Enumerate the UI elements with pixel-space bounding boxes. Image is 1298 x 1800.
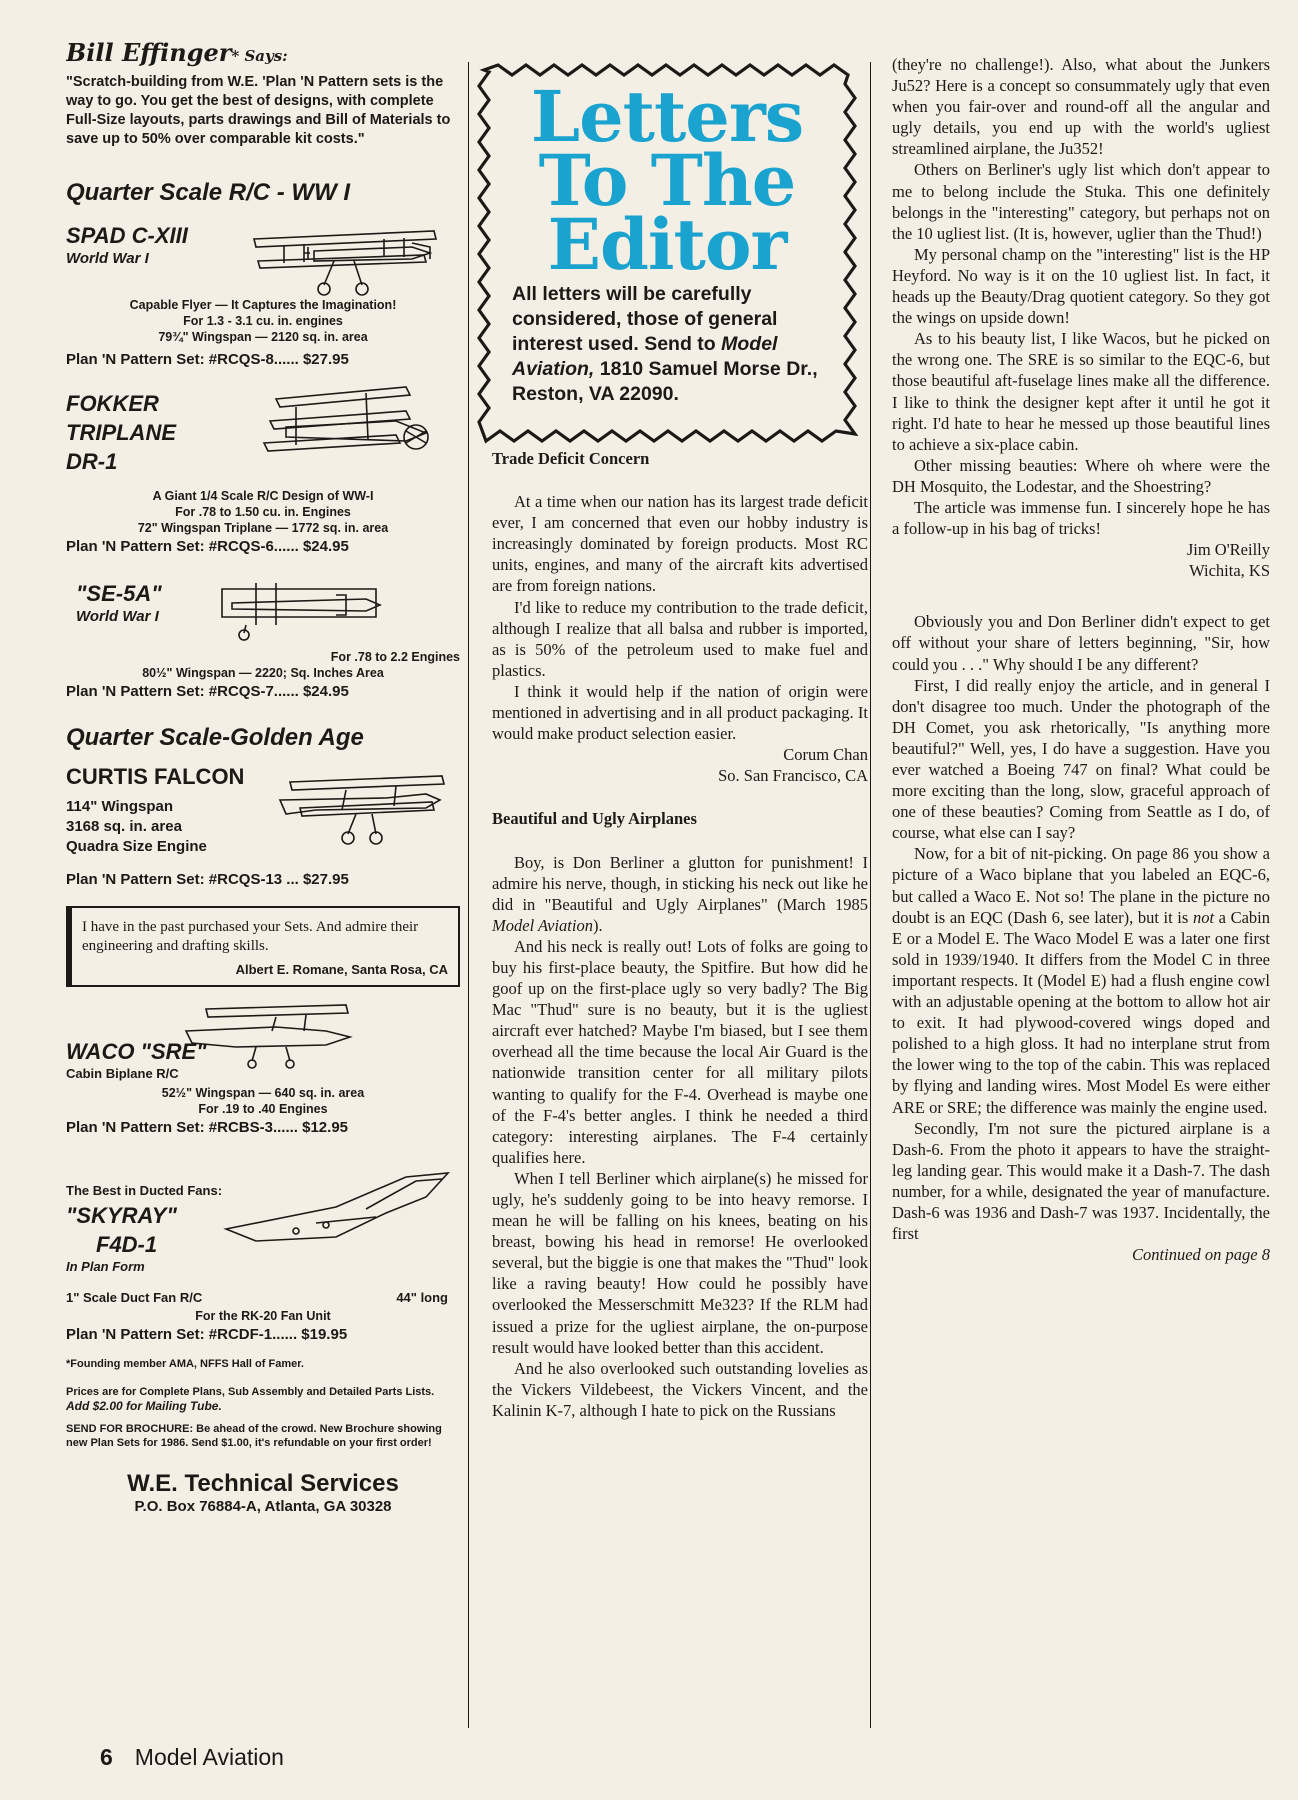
product-waco [66,1037,460,1157]
product-subtitle: World War I [66,250,149,267]
letter-paragraph: And he also overlooked such outstanding lovelies as the Vickers Vildebeest, the Vickers Vincent, and the Kalinin K-7, although I hate to pick on the Russians [492,1358,868,1420]
product-price: Plan 'N Pattern Set: #RCQS-7...... $24.95 [66,683,349,700]
product-spec: For .19 to .40 Engines [198,1102,328,1116]
product-spec: For .78 to 2.2 Engines [330,650,460,664]
product-price: Plan 'N Pattern Set: #RCQS-8...... $27.95 [66,351,349,368]
testimonial-box [66,906,460,987]
letter-paragraph: Others on Berliner's ugly list which don't appear to me to belong include the Stuka. This one definitely belongs in the "interesting" category, but perhaps not on the 10 ugliest list. (It is, however, uglier than the Thud!) [892,160,1270,243]
letter-paragraph: First, I did really enjoy the article, and in general I don't disagree too much. Under the photograph of the DH Comet, you ask rhetorically, "Is anything more beautiful?" Well, yes, I do have a suggestion. Have you ever watched a Boeing 747 on final? What could be more exciting than the long, slow, graceful approach of one of these beauties? Coming from Seattle as I do, of course, what else can I say? [892,675,1270,843]
product-spec: 52½" Wingspan — 640 sq. in. area [161,1086,365,1100]
title-line-1: Letters [530,75,804,158]
magazine-mention: Model Aviation, [512,333,778,380]
product-name: CURTIS FALCON [66,764,245,789]
letter-paragraph: Boy, is Don Berliner a glutton for punishment! I admire his nerve, though, in sticking his neck out like he did in "Beautiful and Ugly Airplanes" (March 1985 Model Aviation). [492,852,868,935]
ad-header-says: * Says: [231,47,288,65]
letter-signature-place: So. San Francisco, CA [718,766,868,786]
product-fokker [66,389,460,559]
spad-illustration [244,217,444,303]
letters-column-right [892,54,1270,1265]
ad-header-name: Bill Effinger [66,38,232,67]
letter-paragraph: Other missing beauties: Where oh where were the DH Mosquito, the Lodestar, and the Shoestring? [892,455,1270,496]
product-name: "SE-5A" [76,581,162,606]
letter-paragraph: (they're no challenge!). Also, what about the Junkers Ju52? Here is a concept so consummately ugly that even when you fair-over and round-off all the angular and ugly details, you end up with the world's ugliest streamlined airplane, the Ju352! [892,55,1270,159]
testimonial-text: I have in the past purchased your Sets. And admire their engineering and drafting skills. [82,919,419,954]
product-spad [66,221,460,371]
continued-note: Continued on page 8 [1132,1245,1270,1265]
letter-paragraph: I think it would help if the nation of origin were mentioned in advertising and in all product packaging. It would make product selection easier. [492,681,868,744]
mailing-note: Add $2.00 for Mailing Tube. [66,1399,222,1413]
product-spec: Quadra Size Engine [66,838,207,855]
letter-paragraph [892,843,1270,1117]
title-line-3: Editor [547,203,787,286]
product-spec: 80½" Wingspan — 2220; Sq. Inches Area [142,666,384,680]
fokker-illustration [256,381,436,473]
product-name: FOKKER [66,391,159,416]
waco-illustration [176,1001,356,1071]
letter-signature-name: Corum Chan [783,745,868,765]
product-subtitle: World War I [76,608,159,625]
product-price: Plan 'N Pattern Set: #RCBS-3...... $12.95 [66,1119,348,1136]
product-skyray [66,1181,460,1343]
product-se5a [66,579,460,700]
instructions-address: 1810 Samuel Morse Dr., Reston, VA 22090. [512,358,818,405]
instructions-text: All letters will be carefully considered, those of general interest used. Send to [512,283,778,355]
company-address: P.O. Box 76884-A, Atlanta, GA 30328 [134,1498,392,1515]
product-price: Plan 'N Pattern Set: #RCDF-1...... $19.95 [66,1326,348,1343]
product-name: SPAD C-XIII [66,223,188,248]
company-name: W.E. Technical Services [127,1470,399,1497]
product-name: "SKYRAY" [66,1203,177,1228]
product-spec: For .78 to 1.50 cu. in. Engines [175,505,351,519]
letter-signature-name: Jim O'Reilly [1186,540,1270,560]
letters-title-box [476,62,858,444]
product-spec: 72" Wingspan Triplane — 1772 sq. in. area [137,521,389,535]
advertisement [66,38,460,1728]
product-falcon [66,762,460,888]
product-price: Plan 'N Pattern Set: #RCQS-13 ... $27.95 [66,871,349,888]
product-name: TRIPLANE [66,420,176,445]
product-spec: 79¾" Wingspan — 2120 sq. in. area [158,330,368,344]
letter-text: a Cabin E or a Model E. The Waco Model E was a later one first sold in 1939/1940. It differs from the Model C in three important respects. It (Model E) had a flush engine cowl with an adjustable opening at the bottom to allow hot air to exit. It had plywood-covered wings doped and polished to a high gloss. It had no interplane strut from the lower wing to the top of the cabin. This was replaced by flying and landing wires. Most Model Es were either ARE or SRE; the difference was mainly the engine used. [892,907,1270,1117]
title-instructions [512,282,830,407]
product-subtitle: In Plan Form [66,1259,145,1274]
testimonial-author: Albert E. Romane, Santa Rosa, CA [235,962,448,977]
letter-paragraph: When I tell Berliner which airplane(s) he missed for ugly, he's suddenly going to be into heavy remorse. I mean he will be falling on his knees, beating on his breast, bowing his head in remorse! He overlooked several, but the biggie is one that makes the "Thud" look like a raving beauty! How could he possibly have overlooked the Messerschmitt Me323? If the RLM had issued a prize for the ugliest airplane, the on-purpose result would have looked better than this accident. [492,1168,868,1357]
letter-paragraph: Secondly, I'm not sure the pictured airplane is a Dash-6. From the photo it appears to have the straight-leg landing gear. This would make it a Dash-7. The dash number, for a while, designated the year of manufacture. Dash-6 was 1936 and Dash-7 was 1937. Incidentally, the first [892,1118,1270,1244]
section-heading-ww1: Quarter Scale R/C - WW I [66,179,351,206]
letter-emphasis: not [1192,907,1215,927]
page-footer [100,1744,284,1771]
product-spec: Capable Flyer — It Captures the Imagination! [129,298,397,312]
letters-column-middle [492,448,868,1421]
letter-paragraph: At a time when our nation has its largest trade deficit ever, I am concerned that even our hobby industry is increasingly dominated by foreign products. Most RC units, engines, and many of the aircraft kits advertised are from foreign nations. [492,492,868,596]
product-spec: For 1.3 - 3.1 cu. in. engines [183,314,343,328]
founding-note: *Founding member AMA, NFFS Hall of Famer. [66,1358,304,1370]
ad-quote: "Scratch-building from W.E. 'Plan 'N Pattern sets is the way to go. You get the best of designs, with complete Full-Size layouts, parts drawings and Bill of Materials to save up to 50% over comparable kit costs." [66,74,451,147]
prices-note [66,1385,460,1414]
product-spec-scale: 1" Scale Duct Fan R/C [66,1290,203,1305]
product-subtitle: Cabin Biplane R/C [66,1066,179,1081]
product-name: F4D-1 [96,1232,158,1257]
ad-header [66,38,460,67]
title-line-2: To The [538,139,796,222]
product-name: WACO "SRE" [66,1039,207,1064]
letter-paragraph: And his neck is really out! Lots of folks are going to buy his first-place beauty, the Spitfire. But how did he goof up on the first-place ugly so very badly? The Big Mac "Thud" sure is no beauty, but it is the ugliest aircraft ever hatched? Maybe I'm biased, but I see them overhead all the time because the local Air Guard is the nationwide transition center for all military pilots wanting to qualify for the F-4. Overhead is maybe one of the F-4's better angles. I think he needed a third category: interesting airplanes. The F-4 certainly qualifies here. [492,936,868,1167]
product-spec-length: 44" long [396,1290,448,1305]
letter-paragraph: Obviously you and Don Berliner didn't expect to get off without your share of letters beginning, "Sir, how could you . . ." Why should I be any different? [892,612,1270,674]
product-intro: The Best in Ducted Fans: [66,1183,223,1198]
falcon-illustration [276,770,456,854]
column-rule [468,62,469,1728]
letter-heading-trade: Trade Deficit Concern [492,449,650,468]
section-heading-golden-age: Quarter Scale-Golden Age [66,724,364,751]
se5a-illustration [216,575,386,641]
product-spec: 3168 sq. in. area [66,818,182,835]
skyray-illustration [216,1167,456,1257]
product-spec: 114" Wingspan [66,798,174,815]
letter-heading-beautiful: Beautiful and Ugly Airplanes [492,809,697,829]
magazine-name: Model Aviation [134,1744,284,1770]
product-spec: A Giant 1/4 Scale R/C Design of WW-I [152,489,374,503]
product-price: Plan 'N Pattern Set: #RCQS-6...... $24.95 [66,538,349,555]
letter-paragraph: My personal champ on the "interesting" list is the HP Heyford. No way is it on the 10 ugliest list. In fact, it heads up the Beauty/Drag quotient category. So they got the wings on upside down! [892,244,1270,328]
letter-paragraph: The article was immense fun. I sincerely hope he has a follow-up in his bag of tricks! [892,497,1270,539]
page-number: 6 [100,1744,113,1770]
product-name: DR-1 [66,449,118,474]
letter-text: Now, for a bit of nit-picking. On page 86 you show a picture of a Waco biplane that you labeled an EQC-6, but called a Waco E. Not so! The plane in the picture no doubt is an EQC (Dash 6, see later), but it is [892,844,1270,927]
product-spec [66,1288,460,1308]
prices-note-text: Prices are for Complete Plans, Sub Assembly and Detailed Parts Lists. [66,1386,435,1398]
letter-signature-place: Wichita, KS [1189,561,1270,581]
letter-paragraph: I'd like to reduce my contribution to the trade deficit, although I realize that all balsa and rubber is imported, as is 50% of the petroleum used to make fuel and plastics. [492,597,868,680]
product-spec: For the RK-20 Fan Unit [195,1309,331,1323]
column-rule [870,62,871,1728]
brochure-note: SEND FOR BROCHURE: Be ahead of the crowd. New Brochure showing new Plan Sets for 1986. Send $1.00, it's refundable on your first order! [66,1423,442,1449]
letter-paragraph: As to his beauty list, I like Wacos, but he picked on the wrong one. The SRE is so similar to the EQC-6, but those beautiful aft-fuselage lines make all the difference. I like to think the designer kept after it until he got it right. I'd hate to hear he messed up those beautiful lines to achieve a six-place cabin. [892,329,1270,454]
